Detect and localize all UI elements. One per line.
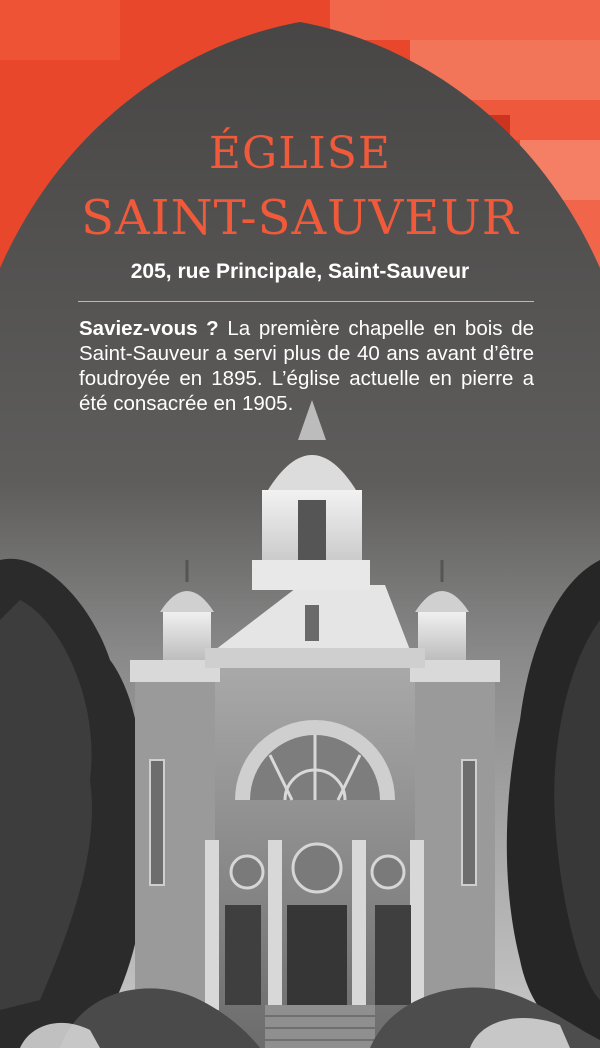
title-line-1: ÉGLISE (208, 128, 392, 179)
title-line-2: SAINT-SAUVEUR (81, 190, 519, 246)
address: 205, rue Principale, Saint-Sauveur (130, 260, 470, 283)
divider (78, 301, 534, 302)
fact-paragraph (79, 316, 534, 416)
fact-lead: Saviez-vous ? (79, 317, 219, 340)
fact-body: La première chapelle en bois de Saint-Sauveur a servi plus de 40 ans avant d’être foudroyée en 1895. L’église actuelle en pierre a été consacrée en 1905. (79, 317, 534, 415)
